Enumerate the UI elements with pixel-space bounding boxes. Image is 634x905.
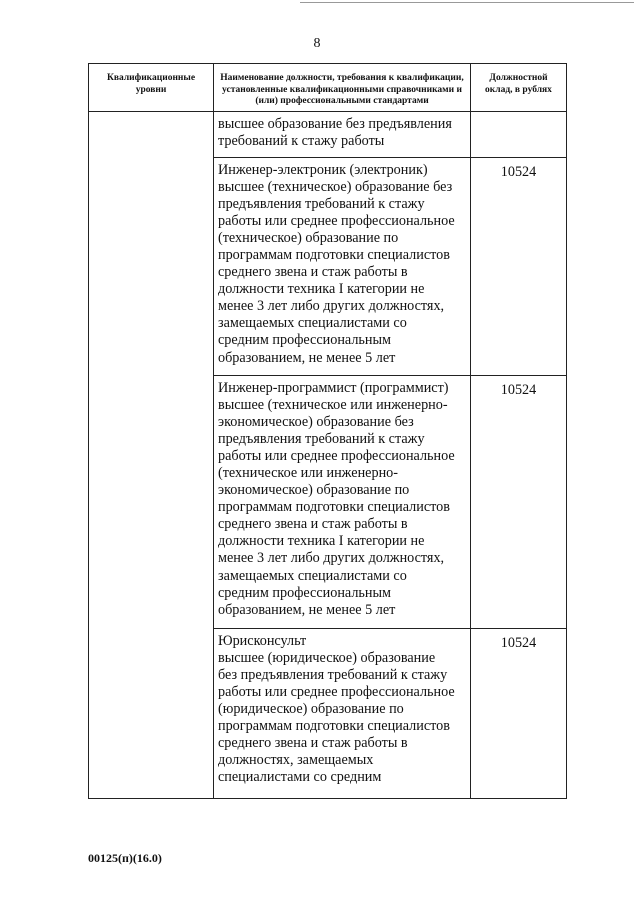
- salary-value: 10524: [471, 628, 567, 798]
- position-description: Юрисконсульт высшее (юридическое) образование без предъявления требований к стажу работы или среднее профессиональное (юридическое) образование по программам подготовки специалистов среднего звена и стаж работы в должностях, замещаемых специалистами со средним: [214, 628, 471, 798]
- qualification-table: [88, 63, 567, 799]
- position-description: высшее образование без предъявления требований к стажу работы: [214, 111, 471, 157]
- header-position-requirements: Наименование должности, требования к квалификации, установленные квалификационными справочниками и (или) профессиональными стандартами: [214, 64, 471, 112]
- position-description: Инженер-электроник (электроник) высшее (техническое) образование без предъявления требований к стажу работы или среднее профессиональное (техническое) образование по программам подготовки специалистов среднего звена и стаж работы в должности техника I категории не менее 3 лет либо других должностях, замещаемых специалистами со средним профессиональным образованием, не менее 5 лет: [214, 157, 471, 375]
- salary-value: 10524: [471, 375, 567, 628]
- scan-edge-line: [300, 2, 634, 3]
- table-header-row: [89, 64, 567, 112]
- position-description: Инженер-программист (программист) высшее (техническое или инженерно- экономическое) образование без предъявления требований к стажу работы или среднее профессиональное (техническое или инженерно- экономическое) образование по программам подготовки специалистов среднего звена и стаж работы в должности техника I категории не менее 3 лет либо других должностях, замещаемых специалистами со средним профессиональным образованием, не менее 5 лет: [214, 375, 471, 628]
- document-code: 00125(п)(16.0): [88, 851, 162, 865]
- header-qualification-levels: Квалификационные уровни: [89, 64, 214, 112]
- qualification-level-cell: [89, 111, 214, 798]
- salary-value: [471, 111, 567, 157]
- table-row: [89, 111, 567, 157]
- salary-value: 10524: [471, 157, 567, 375]
- page-number: 8: [313, 36, 321, 51]
- header-salary: Должностной оклад, в рублях: [471, 64, 567, 112]
